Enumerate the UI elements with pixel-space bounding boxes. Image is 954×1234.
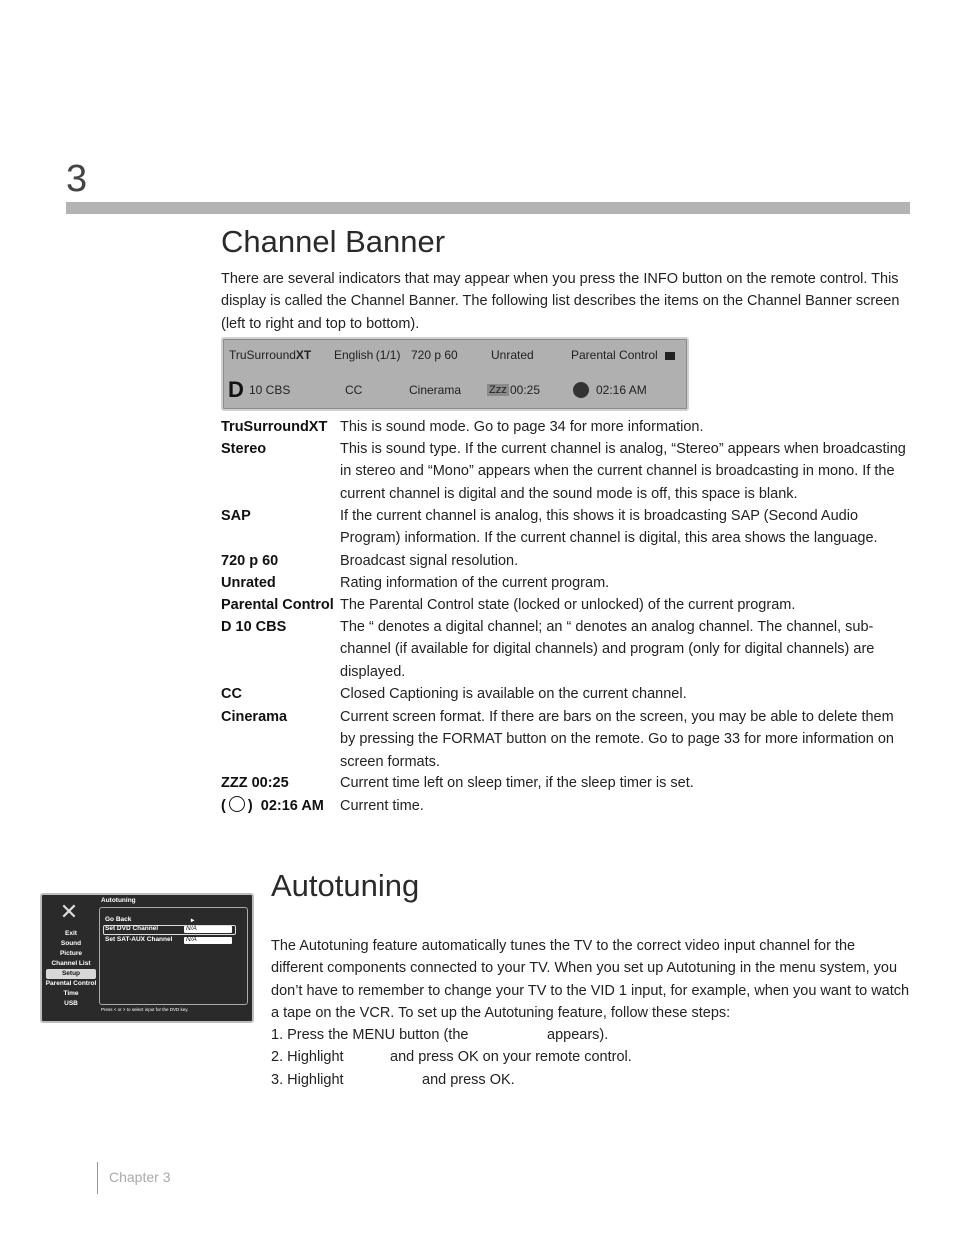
list-desc: Current screen format. If there are bars on the screen, you may be able to delete them by pressing the FORMAT button on the remote. Go to page 33 for more information on screen formats. (340, 709, 894, 770)
menu-item-parental-control[interactable]: Parental Control (45, 980, 97, 987)
menu-item-usb[interactable]: USB (64, 1000, 78, 1007)
banner-cc: CC (345, 383, 363, 397)
footer-divider (97, 1162, 98, 1194)
banner-digital-mark: D (228, 377, 244, 402)
list-term-time (221, 795, 339, 817)
set-dvd-channel-item[interactable]: Set DVD Channel (105, 925, 159, 932)
list-desc: Current time. (340, 798, 424, 814)
menu-panel-title: Autotuning (101, 897, 136, 904)
clock-icon (573, 382, 589, 398)
list-desc: The Parental Control state (locked or unlocked) of the current program. (340, 597, 796, 613)
list-term: ZZZ 00:25 (221, 775, 289, 791)
list-item (221, 550, 911, 572)
time-open-paren: ( (221, 798, 226, 814)
sat-value: N/A (186, 936, 197, 943)
list-item (221, 572, 911, 594)
list-item (221, 505, 911, 550)
menu-item-setup[interactable]: Setup (46, 969, 96, 979)
unlock-icon (665, 352, 675, 360)
setup-menu-screenshot (40, 893, 254, 1023)
list-item (221, 706, 911, 773)
sleep-icon: Zzz (489, 384, 507, 396)
step-3-end: and press OK. (422, 1072, 515, 1088)
list-desc: The “ denotes a digital channel; an “ denotes an analog channel. The channel, sub-channel (if available for digital channels) and program (only for digital channels) are displayed. (340, 619, 875, 680)
banner-resolution: 720 p 60 (411, 348, 458, 362)
channel-banner-heading: Channel Banner (221, 224, 446, 259)
menu-item-time[interactable]: Time (63, 990, 79, 997)
list-desc: This is sound type. If the current channel is analog, “Stereo” appears when broadcasting in stereo and “Mono” appears when the current channel is broadcasting in mono. If the current channel is digital and the sound mode is off, this space is blank. (340, 441, 906, 502)
list-term: SAP (221, 508, 251, 524)
clock-outline-icon (229, 796, 245, 812)
list-item (221, 795, 911, 817)
menu-item-picture[interactable]: Picture (59, 950, 83, 957)
step-1-start: 1. Press the MENU button (the (271, 1027, 469, 1043)
footer-chapter-label: Chapter 3 (109, 1169, 171, 1185)
dvd-value: N/A (186, 925, 197, 932)
autotuning-intro: The Autotuning feature automatically tunes the TV to the correct video input channel for the different components connected to your TV. When you set up Autotuning in the menu system, you don’t have to remember to change your TV to the VID 1 input, for example, when you want to watch a tape on the VCR. To set up the Autotuning feature, follow these steps: (271, 938, 910, 1021)
list-term: Unrated (221, 575, 276, 591)
banner-parental: Parental Control (571, 348, 658, 362)
list-desc: This is sound mode. Go to page 34 for more information. (340, 419, 704, 435)
banner-trusurround (229, 348, 311, 362)
banner-trusurround-prefix: TruSurround (229, 348, 296, 362)
channel-banner-intro: There are several indicators that may appear when you press the INFO button on the remote control. This display is called the Channel Banner. The following list describes the items on the Channel Banner screen (left to right and top to bottom). (221, 271, 900, 332)
menu-item-sound[interactable]: Sound (60, 940, 82, 947)
list-desc: Closed Captioning is available on the current channel. (340, 686, 687, 702)
list-item (221, 416, 911, 438)
menu-left-column (44, 929, 98, 1009)
banner-sleep: 00:25 (510, 383, 541, 397)
banner-time: 02:16 AM (596, 383, 647, 397)
menu-hint: Press < or > to select input for the DVD key. (101, 1007, 189, 1012)
list-desc: If the current channel is analog, this shows it is broadcasting SAP (Second Audio Program) information. If the current channel is digital, this area shows the language. (340, 508, 878, 547)
list-item (221, 772, 911, 794)
autotuning-heading: Autotuning (271, 868, 420, 903)
step-2-start: 2. Highlight (271, 1049, 344, 1065)
time-close-paren: ) (247, 798, 253, 814)
list-term: CC (221, 686, 242, 702)
arrow-right-icon: ▸ (191, 917, 195, 924)
banner-channel: 10 CBS (249, 383, 291, 397)
banner-rating: Unrated (491, 348, 534, 362)
list-desc: Rating information of the current program. (340, 575, 610, 591)
header-rule (66, 202, 910, 214)
set-sat-aux-item[interactable]: Set SAT-AUX Channel (105, 936, 173, 943)
banner-format: Cinerama (409, 383, 462, 397)
list-term: Stereo (221, 441, 267, 457)
go-back-item[interactable]: Go Back (105, 916, 132, 923)
list-term: Parental Control (221, 597, 334, 613)
list-term: TruSurroundXT (221, 419, 328, 435)
banner-trusurround-suffix: XT (295, 348, 312, 362)
list-item (221, 683, 911, 705)
chapter-number: 3 (66, 158, 88, 200)
menu-item-exit[interactable]: Exit (65, 930, 77, 937)
list-desc: Broadcast signal resolution. (340, 553, 519, 569)
list-term: 720 p 60 (221, 553, 279, 569)
list-term: D 10 CBS (221, 619, 287, 635)
banner-language: English (1/1) (334, 348, 401, 362)
tools-icon: ✕ (59, 899, 79, 924)
step-1-end: appears). (547, 1027, 609, 1043)
list-desc: Current time left on sleep timer, if the sleep timer is set. (340, 775, 694, 791)
step-3-start: 3. Highlight (271, 1072, 344, 1088)
list-item (221, 438, 911, 505)
time-term-text: 02:16 AM (260, 798, 324, 814)
list-term: Cinerama (221, 709, 288, 725)
channel-banner-image (221, 337, 689, 411)
menu-panel (99, 907, 248, 1005)
list-item (221, 594, 911, 616)
menu-item-channel-list[interactable]: Channel List (51, 960, 91, 967)
list-item (221, 616, 911, 683)
step-2-end: and press OK on your remote control. (390, 1049, 632, 1065)
